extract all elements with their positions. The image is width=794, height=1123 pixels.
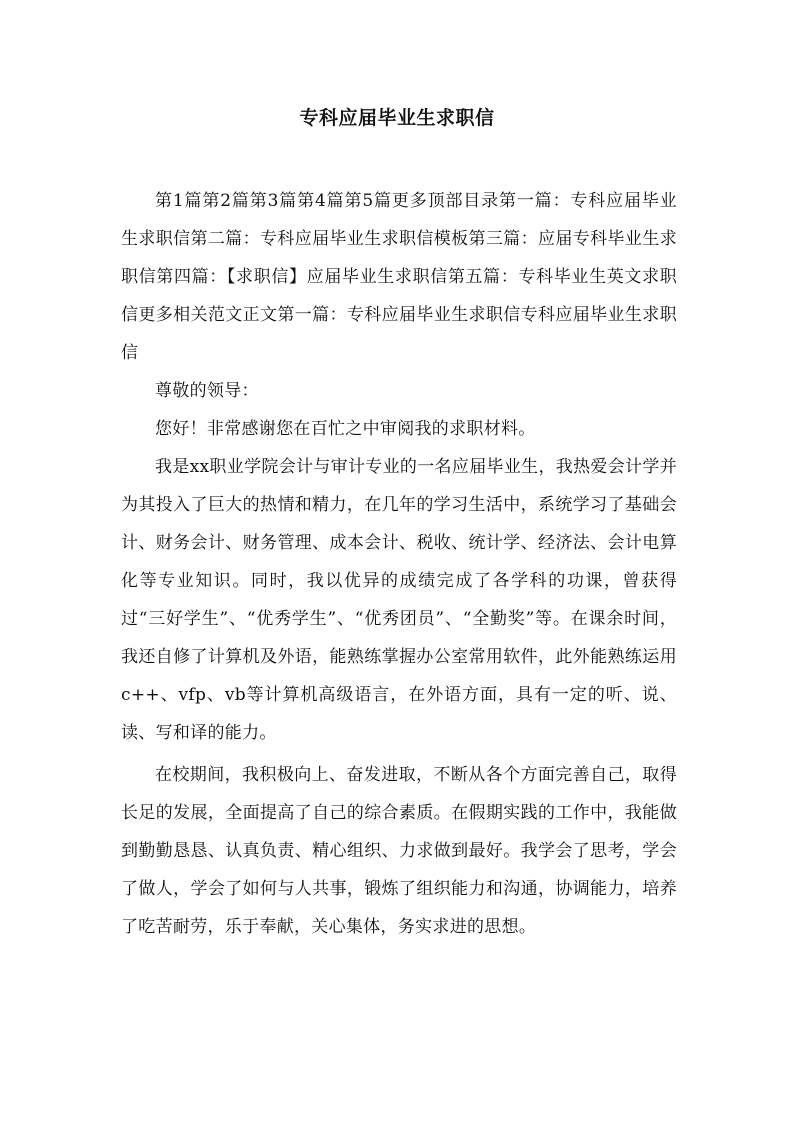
paragraph-greeting: 您好！非常感谢您在百忙之中审阅我的求职材料。: [155, 419, 536, 439]
document-title: 专科应届毕业生求职信: [299, 107, 495, 129]
document-body: [121, 182, 677, 946]
paragraph-salutation: 尊敬的领导：: [155, 381, 259, 401]
paragraph-introduction: 我是xx职业学院会计与审计专业的一名应届毕业生，我热爱会计学并为其投入了巨大的热情和精力，在几年的学习生活中，系统学习了基础会计、财务会计、财务管理、成本会计、税收、统计学、经济法、会计电算化等专业知识。同时，我以优异的成绩完成了各学科的功课，曾获得过“三好学生”、“优秀学生”、“优秀团员”、“全勤奖”等。在课余时间，我还自修了计算机及外语，能熟练掌握办公室常用软件，此外能熟练运用c++、vfp、vb等计算机高级语言，在外语方面，具有一定的听、说、读、写和译的能力。: [121, 457, 677, 743]
paragraph-school-experience: 在校期间，我积极向上、奋发进取，不断从各个方面完善自己，取得长足的发展，全面提高了自己的综合素质。在假期实践的工作中，我能做到勤勤恳恳、认真负责、精心组织、力求做到最好。我学会了思考，学会了做人，学会了如何与人共事，锻炼了组织能力和沟通，协调能力，培养了吃苦耐劳，乐于奉献，关心集体，务实求进的思想。: [121, 765, 677, 937]
paragraph-table-of-contents: 第1篇第2篇第3篇第4篇第5篇更多顶部目录第一篇：专科应届毕业生求职信第二篇：专科应届毕业生求职信模板第三篇：应届专科毕业生求职信第四篇：【求职信】应届毕业生求职信第五篇：专科毕业生英文求职信更多相关范文正文第一篇：专科应届毕业生求职信专科应届毕业生求职信: [121, 191, 677, 363]
